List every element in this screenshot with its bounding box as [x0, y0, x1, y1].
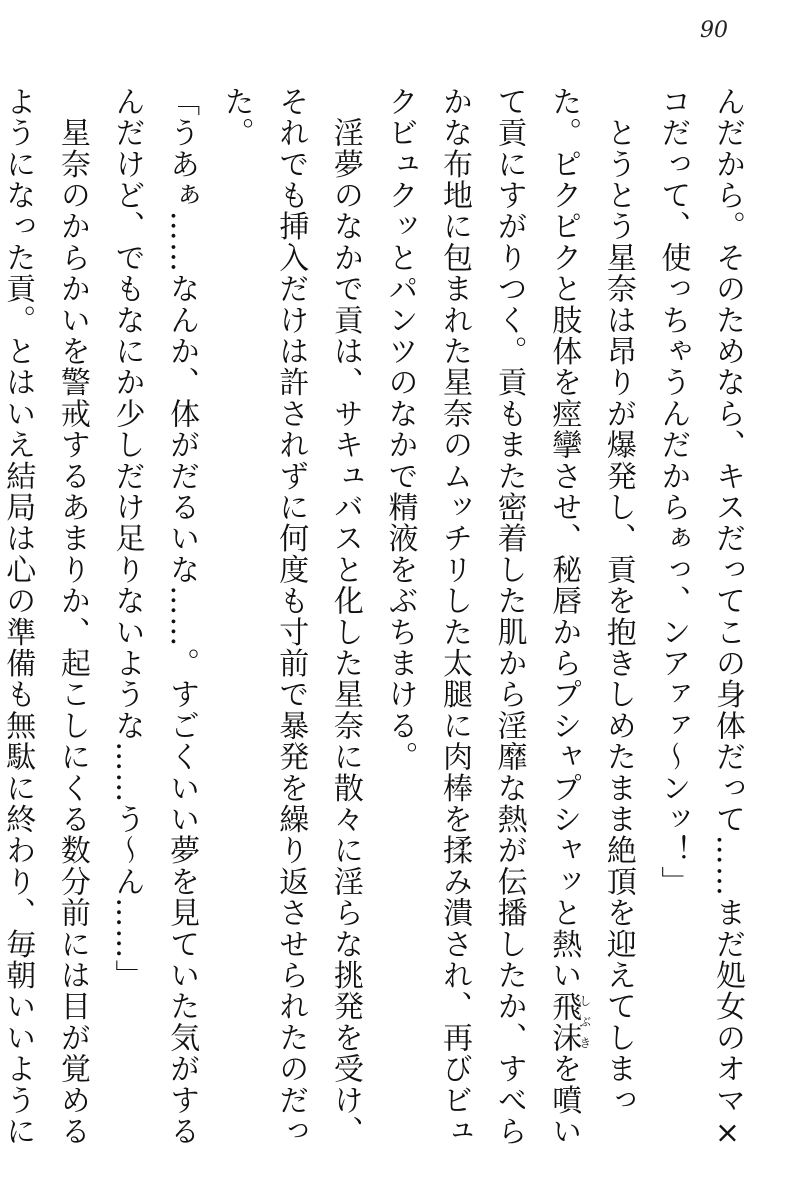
ruby-base: 飛沫: [546, 990, 582, 1054]
paragraph-2-part-a: とうとう星奈は昂りが爆発し、貢を抱きしめたまま絶頂を迎えてしまった。ピクピクと肢体を痙攣させ、秘唇からプシャプシャッと熱い: [546, 86, 636, 1116]
ruby-shibuki: [546, 990, 592, 1054]
paragraph-5: 星奈のからかいを警戒するあまりか、起こしにくる数分前には目が覚めるようになった貢。とはいえ結局は心の準備も無駄に終わり、毎朝いいように: [0, 86, 90, 1147]
paragraph-4-dialogue: 「うあぁ……なんか、体がだるいな……。すごくいい夢を見ていた気がするんだけど、でもなにか少しだけ足りないような……う〜ん……」: [109, 86, 200, 1147]
paragraph-2-part-b: を噴いて貢にすがりつく。貢もまた密着した肌から淫靡な熱が伝播したか、すべらかな布地に包まれた星奈のムッチリした太腿に肉棒を揉み潰され、再びビュクビュクッとパンツのなかで精液をぶちまける。: [382, 86, 582, 1147]
vertical-text-body: [0, 86, 754, 1166]
paragraph-2: [372, 86, 645, 1166]
paragraph-3: 淫夢のなかで貢は、サキュバスと化した星奈に散々に淫らな挑発を受け、それでも挿入だけは許されずに何度も寸前で暴発を繰り返させられたのだった。: [218, 86, 363, 1147]
paragraph-1: んだから。そのためなら、キスだってこの身体だって……まだ処女のオマ×コだって、使っちゃうんだからぁっ、ンアァァ〜ンッ！」: [655, 86, 745, 1152]
page-number: 90: [700, 18, 728, 43]
ruby-reading: しぶき: [577, 990, 592, 1054]
